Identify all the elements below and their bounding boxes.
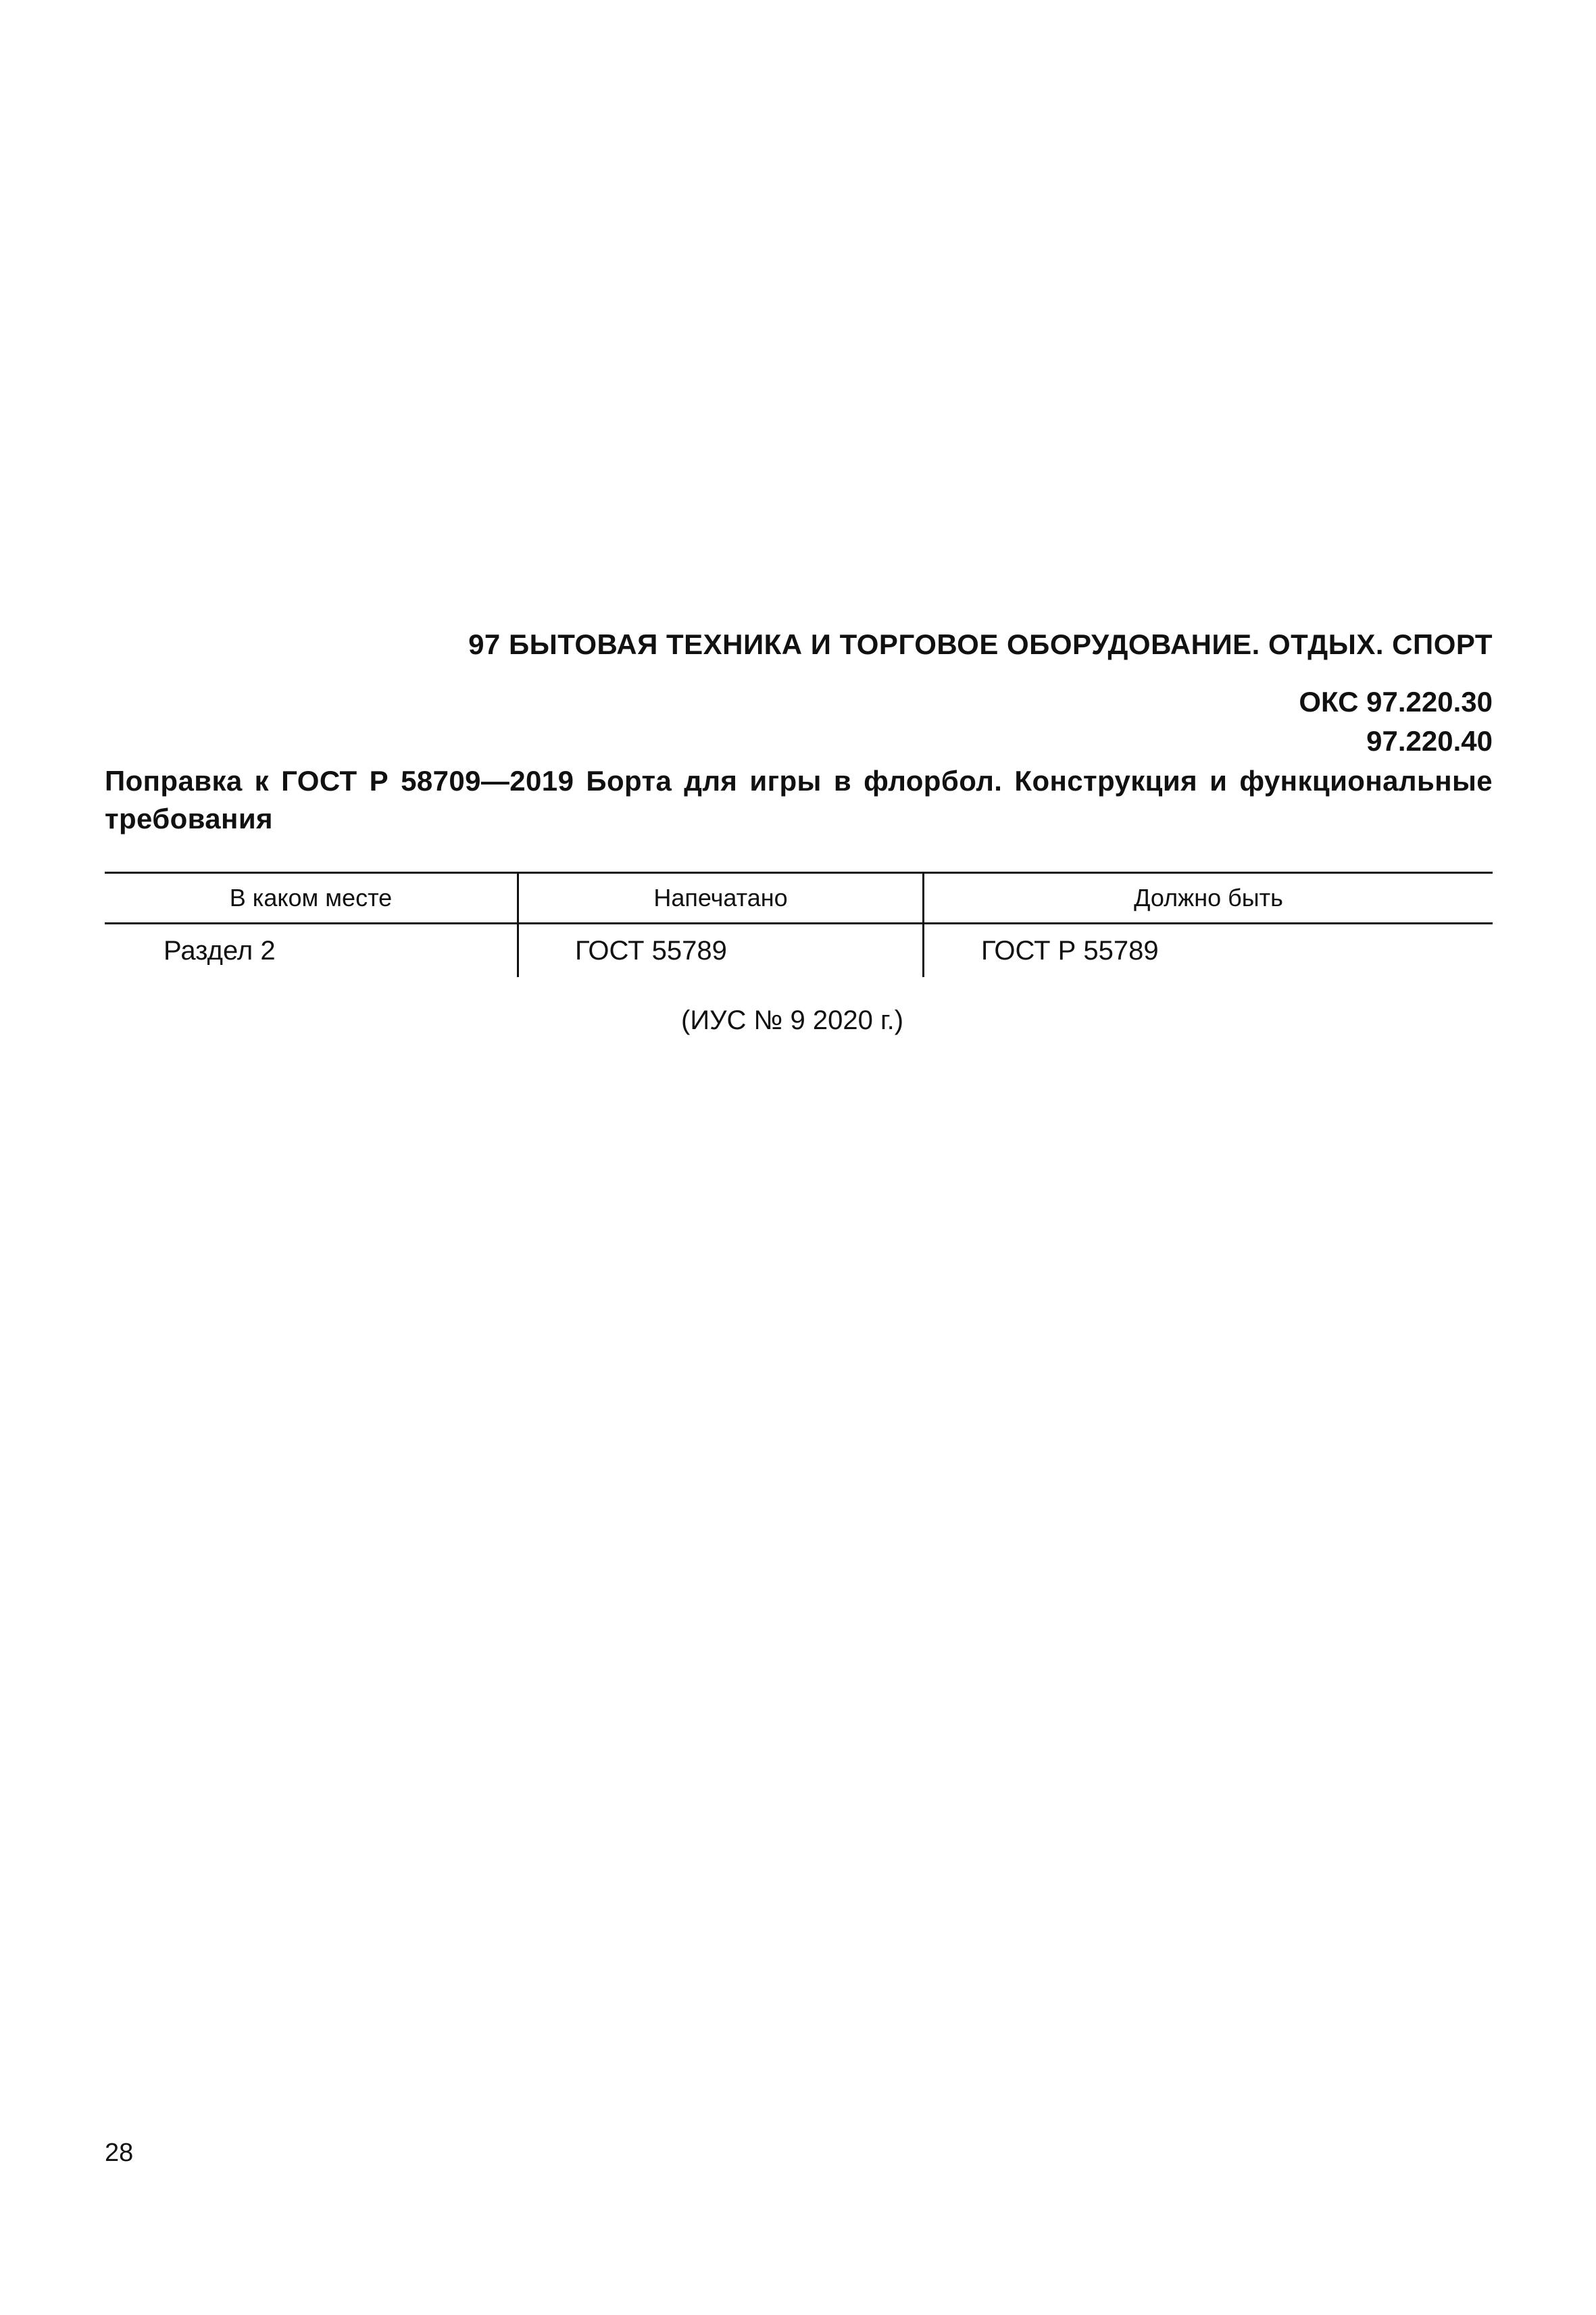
page-number: 28 — [105, 2139, 134, 2167]
correction-table — [105, 872, 1493, 977]
amendment-title-line-1: Поправка к ГОСТ Р 58709—2019 Борта для игры в флорбол. Конструкция и функциональные — [105, 765, 1493, 797]
section-heading: 97 БЫТОВАЯ ТЕХНИКА И ТОРГОВОЕ ОБОРУДОВАНИЕ. ОТДЫХ. СПОРТ — [468, 628, 1493, 660]
amendment-title — [105, 762, 1493, 838]
source-note: (ИУС № 9 2020 г.) — [681, 1005, 904, 1035]
classification-codes — [1299, 682, 1493, 761]
amendment-title-line-2: требования — [105, 803, 273, 835]
table-cell-should-be: ГОСТ Р 55789 — [922, 924, 1493, 977]
table-header-should-be: Должно быть — [922, 874, 1493, 922]
table-cell-printed: ГОСТ 55789 — [517, 924, 922, 977]
table-header-location: В каком месте — [229, 884, 393, 912]
classification-code-1: ОКС 97.220.30 — [1299, 686, 1493, 718]
table-header-row — [105, 872, 1493, 924]
classification-code-2: 97.220.40 — [1366, 725, 1493, 757]
table-header-printed: Напечатано — [517, 874, 922, 922]
table-cell-location: Раздел 2 — [164, 935, 276, 966]
table-row — [105, 924, 1493, 977]
